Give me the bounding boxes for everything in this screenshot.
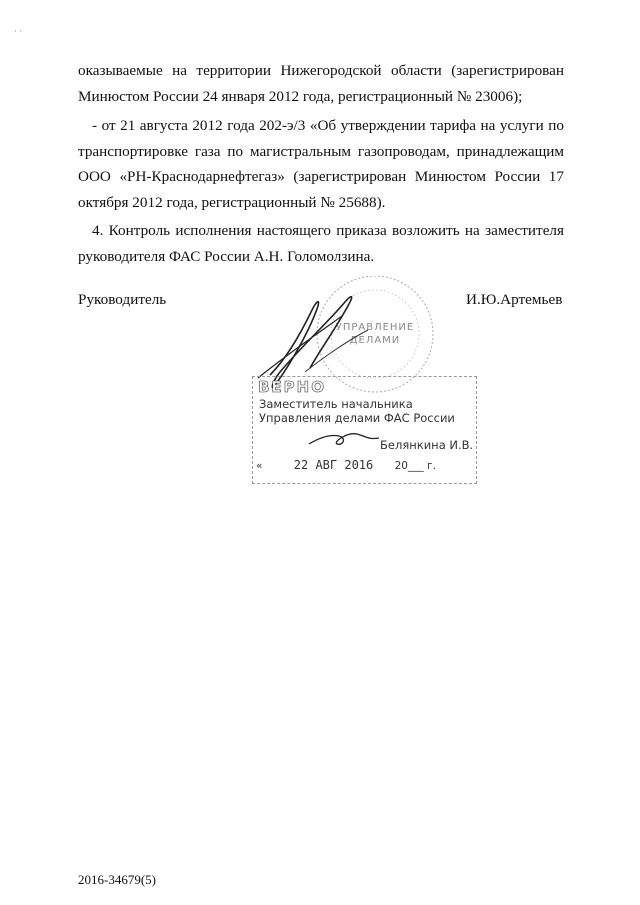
stamp-position-line1: Заместитель начальника — [259, 397, 413, 411]
document-registration-number: 2016-34679(5) — [78, 872, 156, 887]
scan-corner-marks: · · — [14, 26, 23, 36]
signer-position-label: Руководитель — [78, 291, 167, 308]
stamp-date-handwritten: 22 АВГ 2016 — [293, 458, 374, 472]
stamp-title: ВЕРНО — [258, 378, 326, 396]
stamp-date-prefix: « — [256, 460, 263, 472]
svg-text:УПРАВЛЕНИЕ: УПРАВЛЕНИЕ — [335, 322, 415, 333]
svg-text:ДЕЛАМИ: ДЕЛАМИ — [349, 335, 401, 346]
stamp-date-suffix: 20___ г. — [394, 460, 436, 472]
stamp-signature — [307, 428, 382, 450]
paragraph-order-202-e3: - от 21 августа 2012 года 202-э/3 «Об утверждении тарифа на услуги по транспортировке газа по магистральным газопроводам, принадлежащим ООО «РН-Краснодарнефтегаз» (зарегистрирован Минюстом России 17 октября 2012 года, регистрационный № 25688). — [78, 117, 564, 211]
certification-stamp — [252, 376, 477, 484]
stamp-certifier-name: Белянкина И.В. — [380, 438, 474, 452]
paragraph-item-4-control: 4. Контроль исполнения настоящего приказа возложить на заместителя руководителя ФАС России А.Н. Голомолзина. — [78, 222, 564, 265]
paragraph-registration-23006: оказываемые на территории Нижегородской области (зарегистрирован Минюстом России 24 января 2012 года, регистрационный № 23006); — [78, 62, 564, 105]
stamp-date-line — [256, 458, 436, 472]
stamp-position-line2: Управления делами ФАС России — [259, 411, 455, 425]
signer-name: И.Ю.Артемьев — [466, 291, 563, 308]
